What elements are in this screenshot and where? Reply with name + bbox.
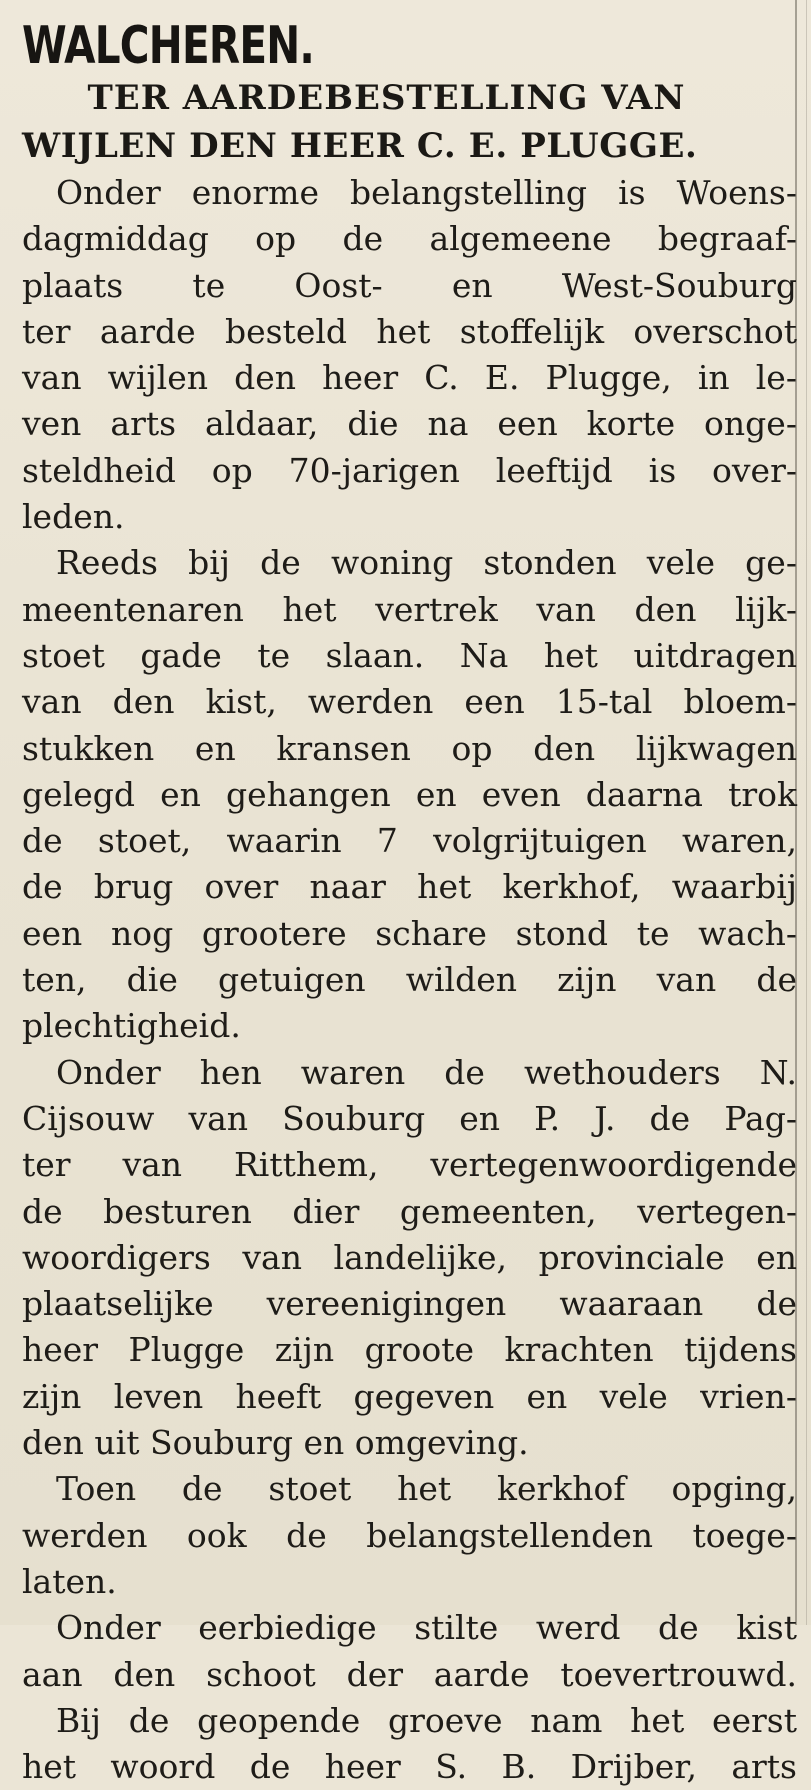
text-line: Onder enorme belangstelling is Woens- xyxy=(56,173,797,212)
text-line: aan den schoot der aarde toevertrouwd. xyxy=(22,1654,797,1694)
text-line: Bij de geopende groeve nam het eerst xyxy=(56,1700,797,1740)
text-line: heer Plugge zijn groote krachten tijdens xyxy=(22,1330,797,1370)
text-line: van wijlen den heer C. E. Plugge, in le- xyxy=(22,358,797,398)
text-line: den uit Souburg en omgeving. xyxy=(22,1423,529,1463)
text-line: ten, die getuigen wilden zijn van de xyxy=(22,960,797,1000)
text-line: Toen de stoet het kerkhof opging, xyxy=(56,1469,797,1509)
text-line: Onder hen waren de wethouders N. xyxy=(56,1052,797,1092)
text-line: gelegd en gehangen en even daarna trok xyxy=(22,774,797,814)
paragraph-3 xyxy=(22,1050,797,1467)
article-column xyxy=(22,18,797,1790)
text-line: leden. xyxy=(22,497,125,537)
paragraph-6 xyxy=(22,1698,797,1790)
text-line: werden ook de belangstellenden toege- xyxy=(22,1515,797,1555)
text-line: een nog grootere schare stond te wach- xyxy=(22,913,797,953)
text-line: ven arts aldaar, die na een korte onge- xyxy=(22,404,797,444)
text-line: stukken en kransen op den lijkwagen xyxy=(22,728,797,768)
text-line: plaatselijke vereenigingen waaraan de xyxy=(22,1284,797,1324)
text-line: Onder eerbiedige stilte werd de kist xyxy=(56,1608,797,1648)
paragraph-4 xyxy=(22,1466,797,1605)
text-line: Cijsouw van Souburg en P. J. de Pag- xyxy=(22,1098,797,1138)
text-line: zijn leven heeft gegeven en vele vrien- xyxy=(22,1376,797,1416)
text-line: de brug over naar het kerkhof, waarbij xyxy=(22,867,797,907)
text-line: plechtigheid. xyxy=(22,1006,241,1046)
text-line: ter aarde besteld het stoffelijk overschot xyxy=(22,311,797,351)
text-line: ter van Ritthem, vertegenwoordigende xyxy=(22,1145,797,1185)
text-line: Reeds bij de woning stonden vele ge- xyxy=(56,543,797,583)
text-line: het woord de heer S. B. Drijber, arts xyxy=(22,1747,797,1787)
text-line: dagmiddag op de algemeene begraaf- xyxy=(22,219,797,259)
text-line: de stoet, waarin 7 volgrijtuigen waren, xyxy=(22,821,797,861)
text-line: stoet gade te slaan. Na het uitdragen xyxy=(22,635,797,675)
text-line: de besturen dier gemeenten, vertegen- xyxy=(22,1191,797,1231)
text-line: laten. xyxy=(22,1561,117,1601)
text-line: steldheid op 70-jarigen leeftijd is over- xyxy=(22,450,797,490)
headline-line-1: TER AARDEBESTELLING VAN xyxy=(87,78,686,118)
section-title: WALCHEREN. xyxy=(22,16,315,76)
page-edge-rule xyxy=(806,0,807,1625)
headline-line-2: WIJLEN DEN HEER C. E. PLUGGE. xyxy=(22,126,698,166)
paragraph-2 xyxy=(22,540,797,1049)
article-headline xyxy=(22,74,797,170)
text-line: van den kist, werden een 15-tal bloem- xyxy=(22,682,797,722)
paragraph-1 xyxy=(22,170,797,540)
text-line: plaats te Oost- en West-Souburg xyxy=(22,265,797,305)
text-line: woordigers van landelijke, provinciale en xyxy=(22,1237,797,1277)
text-line: meentenaren het vertrek van den lijk- xyxy=(22,589,797,629)
paragraph-5 xyxy=(22,1605,797,1698)
